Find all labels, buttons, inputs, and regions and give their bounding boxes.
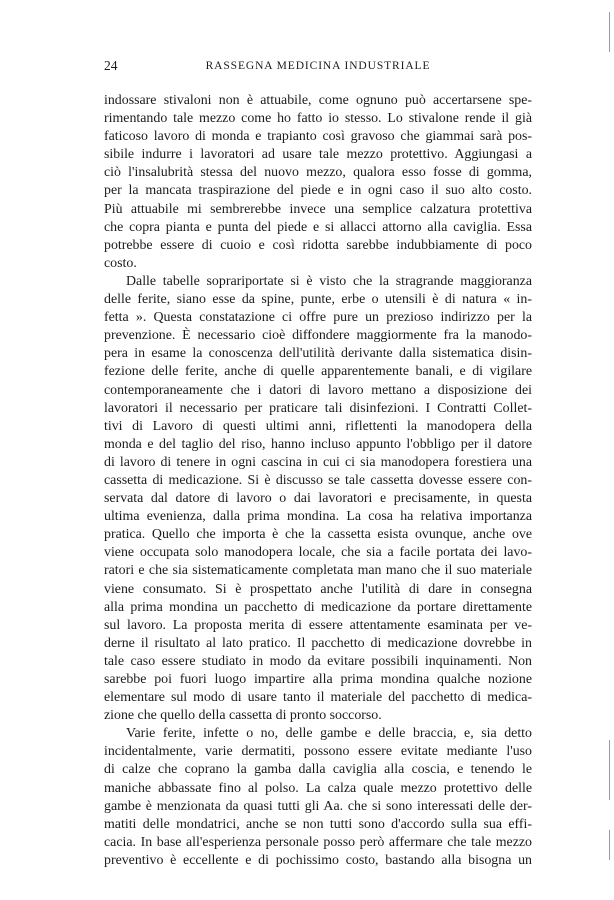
text-line: potrebbe essere di cuoio e così ridotta sarebbe indubbiamente di poco — [104, 237, 532, 253]
text-line: indossare stivaloni non è attuabile, come ognuno può accertarsene spe- — [104, 93, 532, 108]
text-line: preventivo è eccellente e di pochissimo costo, bastando alla bisogna un — [104, 852, 532, 868]
text-line: incidentalmente, varie dermatiti, possono essere evitate mediante l'uso — [104, 744, 532, 760]
text-line: derne il risultato al lato pratico. Il pacchetto di medicazione dovrebbe in — [104, 635, 532, 651]
text-line: sul lavoro. La proposta merita di essere attentamente esaminata per ve- — [104, 617, 532, 633]
text-line: monda e del taglio del riso, hanno incluso appunto l'obbligo per il datore — [104, 436, 532, 452]
text-line: ratori e che sia sistematicamente completata man mano che il suo materiale — [104, 563, 532, 579]
page-header — [104, 58, 532, 78]
text-line: pera in esame la conoscenza dell'utilità derivante dalla sistematica disin- — [104, 346, 532, 362]
text-line: pratica. Quello che importa è che la cassetta esista ovunque, anche ove — [104, 527, 532, 543]
text-line: di lavoro di tenere in ogni cascina in cui ci sia manodopera forestiera una — [104, 454, 532, 470]
text-line: di calze che coprano la gamba dalla caviglia alla coscia, e tenendo le — [104, 762, 532, 778]
text-line: maniche abbassate fino al polso. La calza quale mezzo protettivo delle — [104, 780, 532, 796]
text-line: servata dal datore di lavoro o dai lavoratori e precisamente, in questa — [104, 491, 532, 507]
text-line: alla prima mondina un pacchetto di medicazione da portare direttamente — [104, 599, 532, 615]
text-line: ultima evenienza, dalla prima mondina. La cosa ha relativa importanza — [104, 509, 532, 525]
text-line: che copra pianta e punta del piede e si allacci attorno alla caviglia. Essa — [104, 219, 532, 235]
text-line: tale caso essere studiato in modo da evitare possibili inquinamenti. Non — [104, 653, 532, 669]
text-line: delle ferite, siano esse da spine, punte, erbe o utensili è di natura « in- — [104, 292, 532, 308]
paragraph-start-line: Varie ferite, infette o no, delle gambe e delle braccia, e, sia detto — [126, 726, 532, 742]
running-title: RASSEGNA MEDICINA INDUSTRIALE — [205, 60, 431, 72]
scan-edge-mark — [609, 830, 610, 860]
text-line: fetta ». Questa constatazione ci offre pure un prezioso indirizzo per la — [104, 310, 532, 326]
text-line: cassetta di medicazione. Si è discusso se tale cassetta dovesse essere con- — [104, 472, 532, 488]
scan-edge-mark — [609, 740, 610, 800]
text-line: per la mancata traspirazione del piede e in ogni caso il suo alto costo. — [104, 183, 532, 199]
scan-edge-mark — [609, 12, 610, 52]
text-line: tivi di Lavoro di questi ultimi anni, riflettenti la manodopera della — [104, 418, 532, 434]
text-line: viene consumato. Si è prospettato anche l'utilità di dare in consegna — [104, 581, 532, 597]
text-line: faticoso lavoro di monda e trapianto così gravoso che giammai sarà pos- — [104, 129, 532, 145]
text-line: elementare sul modo di usare tanto il materiale del pacchetto di medica- — [104, 690, 532, 706]
text-line: Più attuabile mi sembrerebbe invece una semplice calzatura protettiva — [104, 201, 532, 217]
text-line: ciò l'insalubrità stessa del nuovo mezzo, qualora esso fosse di gomma, — [104, 165, 532, 181]
text-line: gambe è menzionata da quasi tutti gli Aa. che si sono interessati delle der- — [104, 798, 532, 814]
text-line: costo. — [104, 255, 137, 271]
page-number: 24 — [104, 58, 118, 73]
text-line: zione che quello della cassetta di pronto soccorso. — [104, 708, 382, 724]
text-line: sibile indurre i lavoratori ad usare tale mezzo protettivo. Aggiungasi a — [104, 147, 532, 163]
text-line: fezione delle ferite, anche di quelle apparentemente banali, e di vigilare — [104, 364, 532, 380]
text-line: sarebbe poi fuori luogo impartire alla prima mondina qualche nozione — [104, 672, 532, 687]
text-line: cacia. In base all'esperienza personale posso però affermare che tale mezzo — [104, 834, 532, 850]
text-line: prevenzione. È necessario cioè diffondere maggiormente fra la manodo- — [104, 328, 532, 344]
text-line: rimentando tale mezzo come ho fatto io stesso. Lo stivalone rende il già — [104, 111, 532, 127]
text-line: lavoratori il necessario per praticare tali disinfezioni. I Contratti Collet- — [104, 400, 532, 416]
text-line: contemporaneamente che i datori di lavoro mettano a disposizione dei — [104, 382, 532, 398]
text-line: matiti delle mondatrici, anche se non tutti sono d'accordo sulla sua effi- — [104, 816, 532, 832]
body-text — [104, 92, 532, 870]
paragraph-start-line: Dalle tabelle soprariportate si è visto che la stragrande maggioranza — [126, 273, 532, 289]
text-line: viene occupata solo manodopera locale, che sia a facile portata dei lavo- — [104, 545, 532, 561]
